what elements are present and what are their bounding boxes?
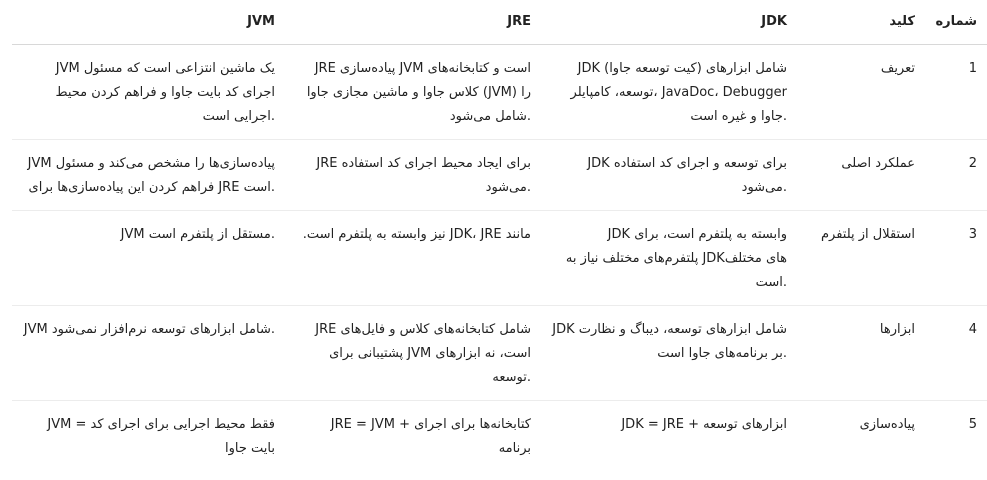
cell-jdk-text: JDK برای توسعه و اجرای کد استفاده می‌شود. [587,156,787,195]
cell-jdk-text: JDK شامل ابزارهای توسعه، دیباگ و نظارت بر برنامه‌های جاوا است. [552,322,787,361]
cell-jvm-text: JVM = فقط محیط اجرایی برای اجرای کد بایت جاوا [47,417,275,456]
table-row [12,306,987,401]
cell-jdk [541,45,797,140]
cell-jdk [541,306,797,401]
cell-key-text: ابزارها [879,322,915,337]
cell-number-text: 4 [968,322,977,337]
cell-key-text: عملکرد اصلی [841,156,915,171]
cell-jdk [541,211,797,306]
table-header [12,0,987,45]
cell-key-text: پیاده‌سازی [859,417,915,432]
table-body [12,45,987,472]
cell-jvm-text: JVM مستقل از پلتفرم است. [120,227,275,242]
cell-jre-text: JRE پیاده‌سازی JVM است و کتابخانه‌های کلاس جاوا و ماشین مجازی جاوا (JVM) را شامل می‌شود. [306,61,531,124]
cell-jre [285,45,541,140]
header-number: شماره [925,0,987,45]
cell-key [797,211,925,306]
cell-jre [285,401,541,472]
cell-jdk [541,140,797,211]
cell-jvm-text: JVM شامل ابزارهای توسعه نرم‌افزار نمی‌شود. [23,322,275,337]
cell-jre-text: مانند JDK، JRE نیز وابسته به پلتفرم است. [302,227,531,242]
header-key: کلید [797,0,925,45]
header-jvm: JVM [12,0,285,45]
cell-number [925,45,987,140]
jdk-jre-jvm-comparison-table [12,0,987,471]
cell-jre [285,211,541,306]
cell-number [925,211,987,306]
cell-jre-text: JRE شامل کتابخانه‌های کلاس و فایل‌های پشتیبانی برای JVM است، نه ابزارهای توسعه. [315,322,531,385]
cell-key [797,45,925,140]
cell-number-text: 3 [968,227,977,242]
cell-number-text: 5 [968,417,977,432]
table-row [12,401,987,472]
cell-jvm [12,45,285,140]
table-row [12,140,987,211]
cell-number [925,306,987,401]
header-jdk: JDK [541,0,797,45]
cell-jdk-text: JDK وابسته به پلتفرم است، برای پلتفرم‌های مختلف نیاز به JDKهای مختلف است. [565,227,787,290]
cell-number-text: 2 [968,156,977,171]
cell-key-text: تعریف [880,61,915,76]
cell-number [925,140,987,211]
cell-jvm [12,306,285,401]
cell-jvm [12,401,285,472]
cell-key [797,306,925,401]
cell-jvm [12,140,285,211]
cell-jvm-text: JVM یک ماشین انتزاعی است که مسئول اجرای کد بایت جاوا و فراهم کردن محیط اجرایی است. [55,61,275,124]
cell-jre-text: JRE برای ایجاد محیط اجرای کد استفاده می‌شود. [316,156,531,195]
table-row [12,211,987,306]
cell-jdk [541,401,797,472]
table-row [12,45,987,140]
cell-key-text: استقلال از پلتفرم [820,227,915,242]
cell-key [797,401,925,472]
cell-jre [285,140,541,211]
cell-number [925,401,987,472]
cell-jre-text: JRE = JVM + کتابخانه‌ها برای اجرای برنامه [330,417,531,456]
cell-jre [285,306,541,401]
header-jre: JRE [285,0,541,45]
cell-jdk-text: JDK (کیت توسعه جاوا) شامل ابزارهای توسعه، کامپایلر، JavaDoc، Debugger جاوا و غیره است. [570,61,787,124]
cell-jvm [12,211,285,306]
cell-key [797,140,925,211]
cell-jdk-text: JDK = JRE + ابزارهای توسعه [621,417,787,432]
cell-number-text: 1 [968,61,977,76]
header-row [12,0,987,45]
cell-jvm-text: JVM پیاده‌سازی‌ها را مشخص می‌کند و مسئول فراهم کردن این پیاده‌سازی‌ها برای JRE است. [27,156,275,195]
